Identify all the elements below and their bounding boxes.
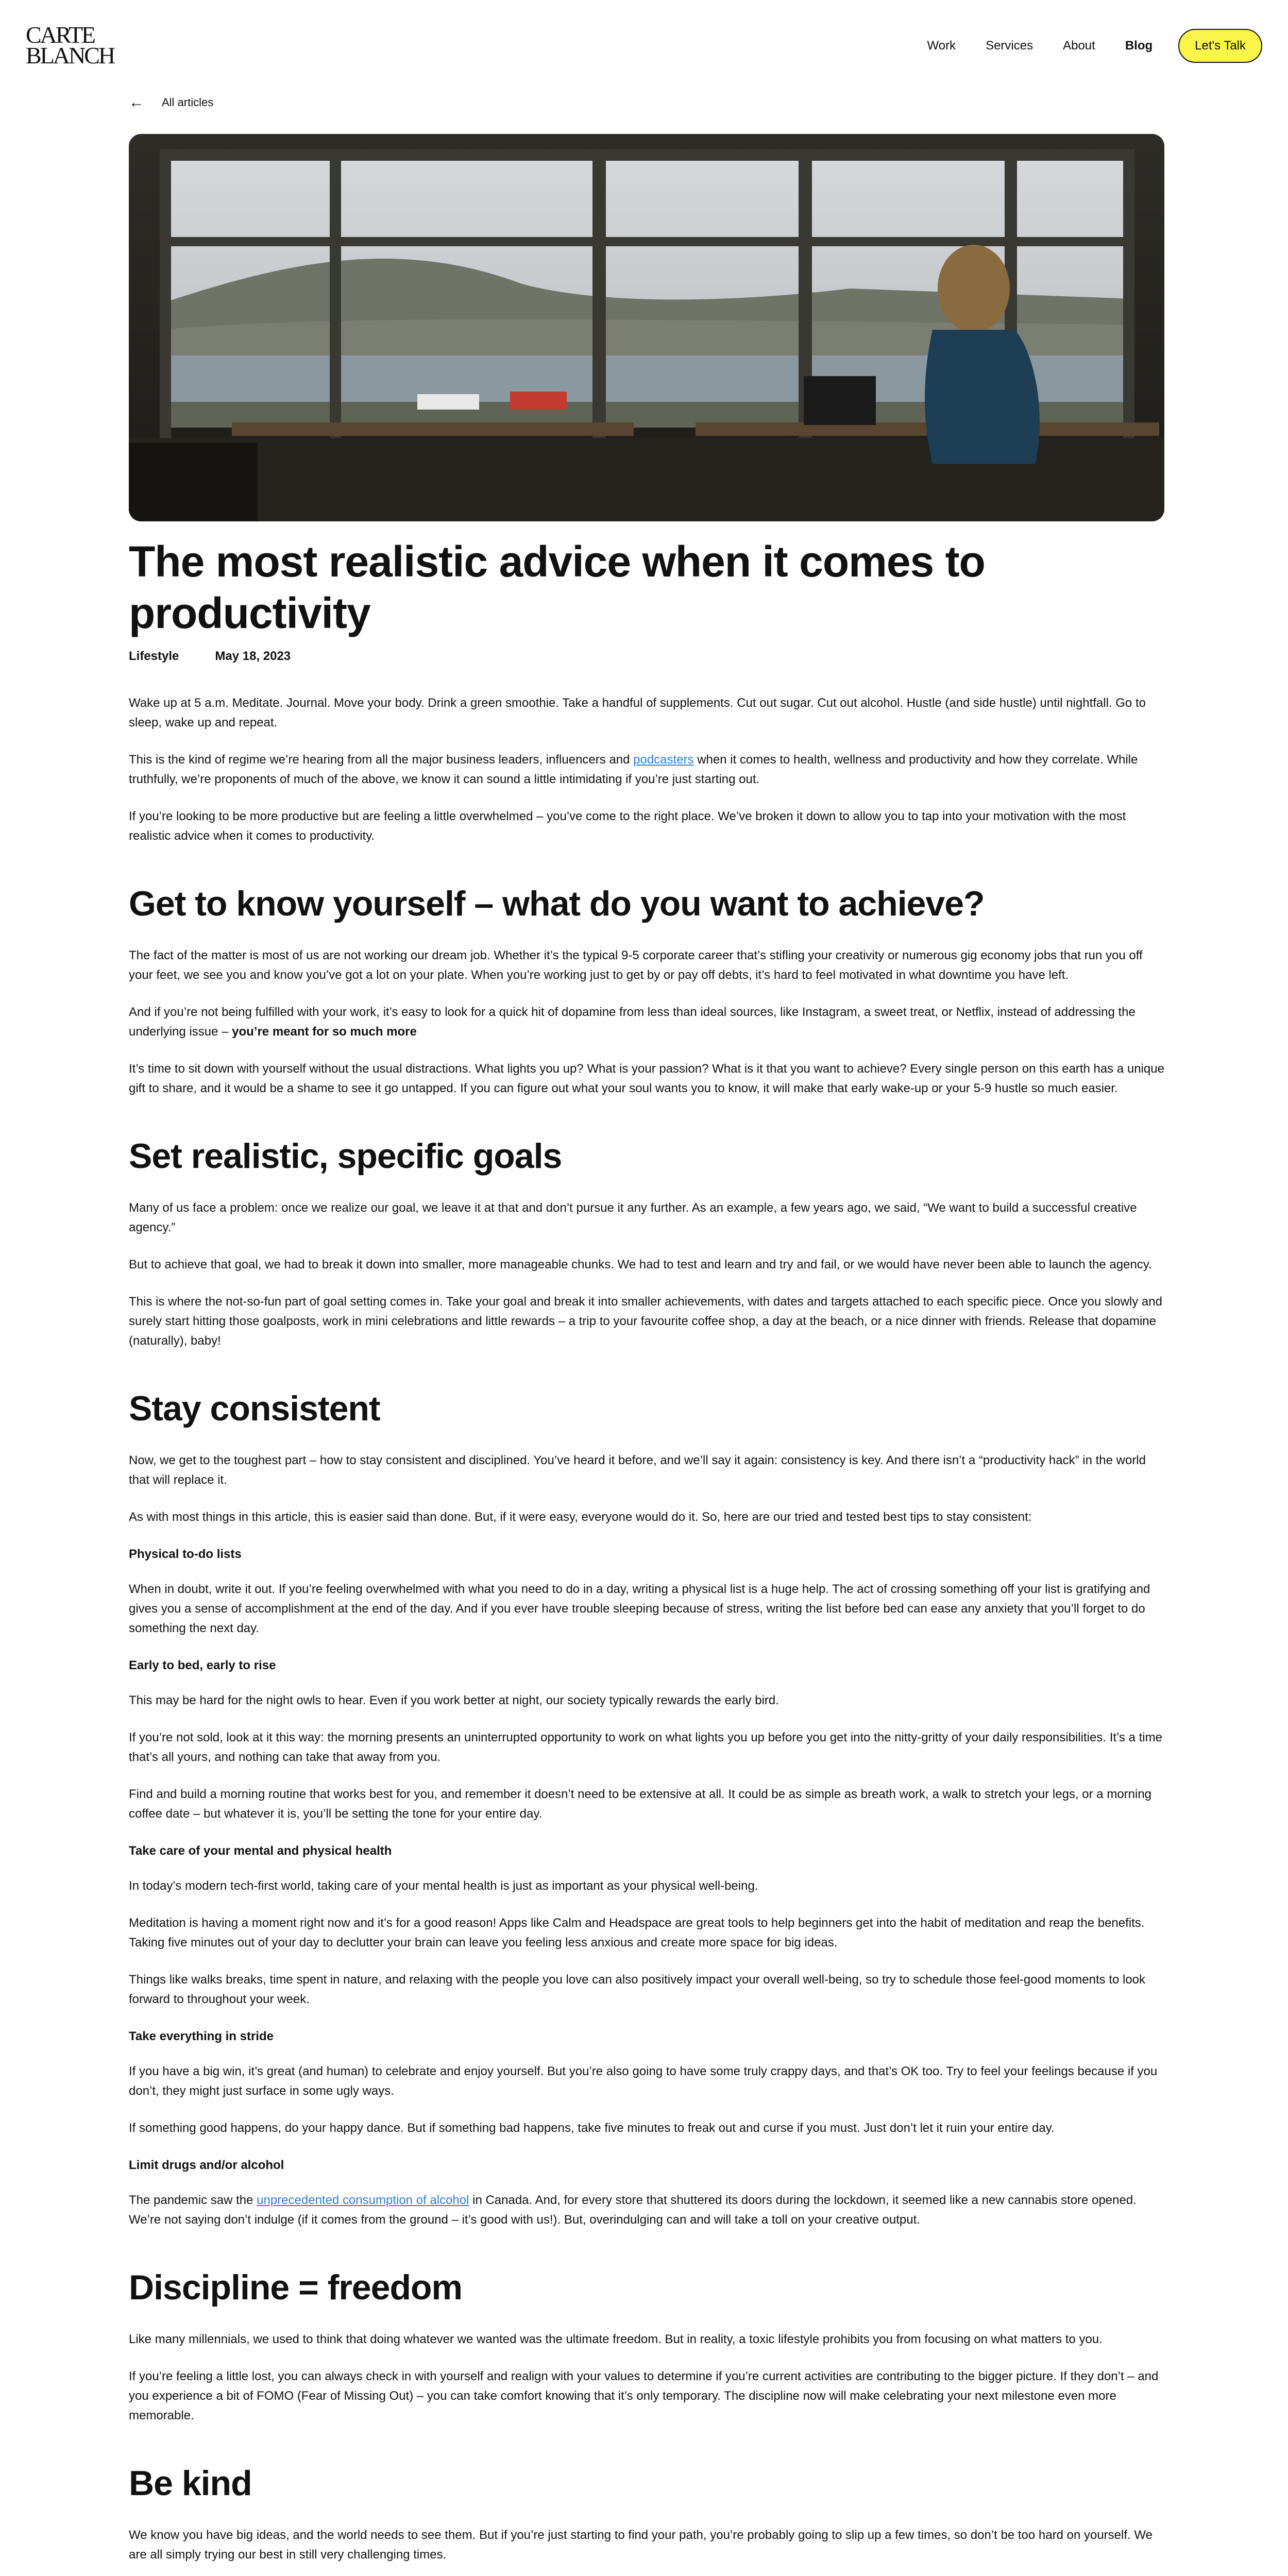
paragraph: If you have a big win, it’s great (and human) to celebrate and enjoy yourself. But you’re also going to have some truly crappy days, and that’s OK too. Try to feel your feelings because if you don’t, they might just surface in some ugly ways. <box>129 2064 1158 2098</box>
nav-item-services[interactable]: Services <box>986 39 1033 53</box>
paragraph: This may be hard for the night owls to hear. Even if you work better at night, our society typically rewards the early bird. <box>129 1693 779 1707</box>
alcohol-consumption-link[interactable]: unprecedented consumption of alcohol <box>257 2193 469 2207</box>
section-heading: Discipline = freedom <box>129 2268 462 2307</box>
main-nav <box>897 29 1263 63</box>
paragraph: This is where the not-so-fun part of goal setting comes in. Take your goal and break it into smaller achievements, with dates and targets attached to each specific piece. Once you slowly and surely start hitting those goalposts, work in mini celebrations and little rewards – a trip to your favourite coffee shop, a day at the beach, or a nice dinner with friends. Release that dopamine (naturally), baby! <box>129 1295 1162 1348</box>
back-label: All articles <box>162 96 214 109</box>
section-heading: Get to know yourself – what do you want to achieve? <box>129 884 985 923</box>
subheading: Take everything in stride <box>129 2029 274 2043</box>
intro-paragraph-1: Wake up at 5 a.m. Meditate. Journal. Move your body. Drink a green smoothie. Take a handful of supplements. Cut out sugar. Cut out alcohol. Hustle (and side hustle) until nightfall. Go to sleep, wake up and repeat. <box>129 696 1146 730</box>
paragraph: Meditation is having a moment right now and it’s for a good reason! Apps like Calm and Headspace are great tools to help beginners get into the habit of meditation and reap the benefits. Taking five minutes out of your day to declutter your brain can leave you feeling less anxious and create more space for big ideas. <box>129 1916 1145 1950</box>
hero-illustration <box>129 134 1164 521</box>
article-date: May 18, 2023 <box>215 649 291 663</box>
paragraph: If you’re feeling a little lost, you can always check in with yourself and realign with your values to determine if you’re current activities are contributing to the bigger picture. If they don’t – and you experience a bit of FOMO (Fear of Missing Out) – you can take comfort knowing that it’s only temporary. The discipline now will make celebrating your next milestone even more memorable. <box>129 2369 1159 2422</box>
paragraph-text: And if you’re not being fulfilled with your work, it’s easy to look for a quick hit of dopamine from less than ideal sources, like Instagram, a sweet treat, or Netflix, instead of addressing the underlying issue – <box>129 1005 1136 1039</box>
intro-text: This is the kind of regime we’re hearing from all the major business leaders, influencers and <box>129 753 630 767</box>
subheading: Limit drugs and/or alcohol <box>129 2158 284 2172</box>
nav-item-about[interactable]: About <box>1063 39 1095 53</box>
article-title: The most realistic advice when it comes to productivity <box>129 537 985 637</box>
paragraph: The fact of the matter is most of us are not working our dream job. Whether it’s the typical 9-5 corporate career that’s stifling your creativity or numerous gig economy jobs that run you off your feet, we see you and know you’ve got a lot on your plate. When you’re working just to get by or pay off debts, it’s hard to feel motivated in what downtime you have left. <box>129 948 1143 982</box>
paragraph: It’s time to sit down with yourself without the usual distractions. What lights you up? What is your passion? What is it that you want to achieve? Every single person on this earth has a unique gift to share, and it would be a shame to see it go untapped. If you can figure out what your soul wants you to know, it will make that early wake-up or your 5-9 hustle so much easier. <box>129 1062 1164 1095</box>
logo-line-2: BLANCH <box>26 42 114 69</box>
intro-paragraph-2 <box>129 750 1164 789</box>
section-heading: Set realistic, specific goals <box>129 1137 562 1176</box>
back-to-articles-link[interactable] <box>129 96 213 109</box>
section-heading: Be kind <box>129 2464 252 2503</box>
arrow-left-icon: ← <box>129 94 144 111</box>
lets-talk-button[interactable]: Let's Talk <box>1178 29 1262 63</box>
paragraph: Things like walks breaks, time spent in nature, and relaxing with the people you love can also positively impact your overall well-being, so try to schedule those feel-good moments to look forward to throughout your week. <box>129 1973 1146 2006</box>
subheading: Physical to-do lists <box>129 1547 242 1561</box>
logo-line-1: CARTE <box>26 22 95 48</box>
paragraph: As with most things in this article, this is easier said than done. But, if it were easy, everyone would do it. So, here are our tried and tested best tips to stay consistent: <box>129 1510 1032 1524</box>
paragraph-text-cont: in Canada. And, for every store that shuttered its doors during the lockdown, it seemed like a new cannabis store opened. We’re not saying don’t indulge (if it comes from the ground – it’s good with us!). But, overindulging can and will take a toll on your creative output. <box>129 2193 1137 2227</box>
paragraph: If you’re not sold, look at it this way: the morning presents an uninterrupted opportunity to work on what lights you up before you get into the nitty-gritty of your daily responsibilities. It’s a time that’s all yours, and nothing can take that away from you. <box>129 1731 1162 1764</box>
paragraph: When in doubt, write it out. If you’re feeling overwhelmed with what you need to do in a day, writing a physical list is a huge help. The act of crossing something off your list is gratifying and gives you a sense of accomplishment at the end of the day. And if you ever have trouble sleeping because of stress, writing the list before bed can ease any anxiety that you’ll forget to do something the next day. <box>129 1582 1150 1635</box>
site-header <box>0 0 1288 93</box>
paragraph: In today’s modern tech-first world, taking care of your mental health is just as important as your physical well-being. <box>129 1879 758 1893</box>
paragraph: If something good happens, do your happy dance. But if something bad happens, take five minutes to freak out and curse if you must. Just don’t let it ruin your entire day. <box>129 2121 1055 2135</box>
subheading: Early to bed, early to rise <box>129 1658 276 1672</box>
article-meta <box>129 649 1164 664</box>
paragraph: Many of us face a problem: once we realize our goal, we leave it at that and don’t pursue it any further. As an example, a few years ago, we said, “We want to build a successful creative agency.” <box>129 1201 1137 1234</box>
nav-item-work[interactable]: Work <box>927 39 956 53</box>
subheading: Take care of your mental and physical health <box>129 1844 392 1858</box>
hero-image <box>129 134 1164 521</box>
paragraph: But to achieve that goal, we had to break it down into smaller, more manageable chunks. We had to test and learn and try and fail, or we would have never been able to launch the agency. <box>129 1258 1152 1272</box>
paragraph: We know you have big ideas, and the world needs to see them. But if you’re just starting to find your path, you’re probably going to slip up a few times, so don’t be too hard on yourself. We are all simply trying our best in still very challenging times. <box>129 2528 1153 2562</box>
emphasis-text: you’re meant for so much more <box>232 1025 417 1039</box>
podcasters-link[interactable]: podcasters <box>633 753 694 767</box>
paragraph-text: The pandemic saw the <box>129 2193 253 2207</box>
paragraph: Find and build a morning routine that works best for you, and remember it doesn’t need to be extensive at all. It could be as simple as breath work, a walk to stretch your legs, or a morning coffee date – but whatever it is, you’ll be setting the tone for your entire day. <box>129 1787 1152 1821</box>
paragraph <box>129 2191 1164 2230</box>
site-logo[interactable] <box>26 22 114 69</box>
article-category: Lifestyle <box>129 649 179 663</box>
paragraph: Like many millennials, we used to think that doing whatever we wanted was the ultimate freedom. But in reality, a toxic lifestyle prohibits you from focusing on what matters to you. <box>129 2332 1103 2346</box>
article-body <box>129 536 1164 2576</box>
paragraph <box>129 1003 1164 1042</box>
intro-paragraph-3: If you’re looking to be more productive but are feeling a little overwhelmed – you’ve come to the right place. We’ve broken it down to allow you to tap into your motivation with the most realistic advice when it comes to productivity. <box>129 809 1126 843</box>
intro-text-cont: when it comes to health, wellness and productivity and how they correlate. While truthfully, we’re proponents of much of the above, we know it can sound a little intimidating if you’re just starting out. <box>129 753 1138 786</box>
nav-item-blog[interactable]: Blog <box>1125 39 1153 53</box>
paragraph: Now, we get to the toughest part – how to stay consistent and disciplined. You’ve heard it before, and we’ll say it again: consistency is key. And there isn’t a “productivity hack” in the world that will replace it. <box>129 1453 1146 1487</box>
section-heading: Stay consistent <box>129 1389 380 1428</box>
